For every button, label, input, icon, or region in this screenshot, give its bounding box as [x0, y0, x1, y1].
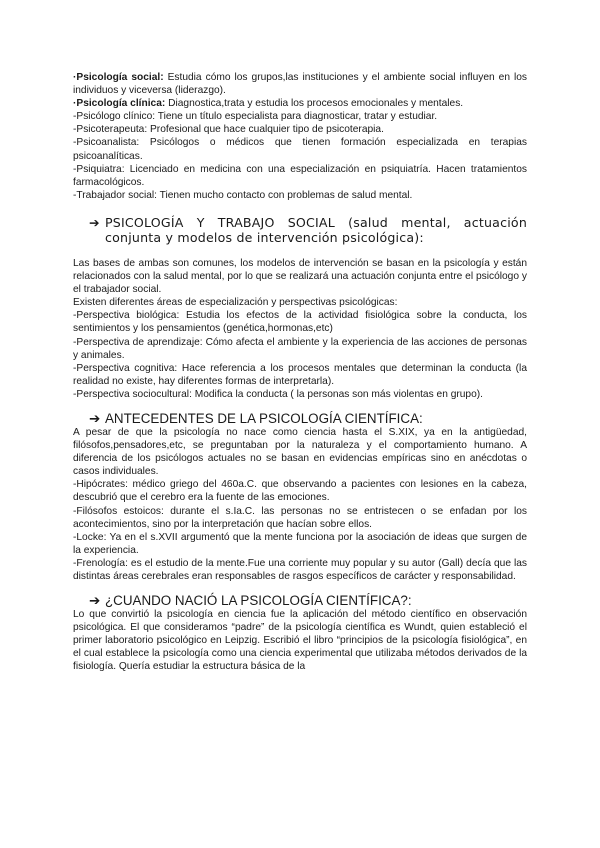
arrow-right-icon: ➔	[89, 214, 100, 230]
paragraph: Lo que convirtió la psicología en ciencia fue la aplicación del método científico en observación psicológica. El que consideramos “padre” de la psicología científica es Wundt, quien estableció el primer laboratorio psicológico en Leipzig. Escribió el libro “principios de la psicología fisiológica”, en el cual establece la psicología como una ciencia experimental que utilizaba métodos derivados de la fisiología. Quería estudiar la estructura básica de la	[73, 609, 527, 673]
sociocultural-perspective-item: -Perspectiva sociocultural: Modifica la conducta ( la personas son más violentas en grupo).	[73, 388, 483, 400]
clinical-psychology-text: Diagnostica,trata y estudia los procesos emocionales y mentales.	[165, 98, 464, 110]
psychiatrist-item: -Psiquiatra: Licenciado en medicina con una especialización en psiquiatría. Hacen tratamientos farmacológicos.	[73, 163, 527, 188]
stoic-philosophers-item: -Filósofos estoicos: durante el s.Ia.C. las personas no se entristecen o se enfadan por los acontecimientos, sino por la interpretación que hacían sobre ellos.	[73, 505, 527, 530]
section-heading-text: ¿CUANDO NACIÓ LA PSICOLOGÍA CIENTÍFICA?:	[105, 593, 412, 609]
section-heading-text: ANTECEDENTES DE LA PSICOLOGÍA CIENTÍFICA:	[105, 410, 423, 426]
learning-perspective-item: -Perspectiva de aprendizaje: Cómo afecta el ambiente y la experiencia de las acciones de personas y animales.	[73, 336, 527, 361]
section-heading	[73, 411, 527, 426]
clinical-psychology-label: ·Psicología clínica:	[73, 98, 166, 110]
arrow-right-icon: ➔	[89, 410, 101, 426]
social-psychology-text: Estudia cómo los grupos,las instituciones y el ambiente social influyen en los individuos y viceversa (liderazgo).	[73, 72, 528, 97]
paragraph: Existen diferentes áreas de especialización y perspectivas psicológicas:	[73, 297, 398, 309]
document-page	[73, 71, 527, 674]
hippocrates-item: -Hipócrates: médico griego del 460a.C. que observando a pacientes con lesiones en la cabeza, descubrió que el cerebro era la fuente de las emociones.	[73, 479, 527, 504]
psychotherapist-item: -Psicoterapeuta: Profesional que hace cualquier tipo de psicoterapia.	[73, 124, 384, 136]
clinical-psychology-item	[73, 97, 527, 110]
locke-item: -Locke: Ya en el s.XVII argumentó que la mente funciona por la asociación de ideas que surgen de la experiencia.	[73, 531, 527, 556]
section-antecedents	[73, 411, 527, 583]
clinical-psychologist-item: -Psicólogo clínico: Tiene un título especialista para diagnosticar, tratar y estudiar.	[73, 111, 438, 123]
biological-perspective-item: -Perspectiva biológica: Estudia los efectos de la actividad fisiológica sobre la conducta, los sentimientos y los pensamientos (genética,hormonas,etc)	[73, 310, 527, 335]
psychoanalyst-item: -Psicoanalista: Psicólogos o médicos que tienen formación especializada en terapias psicoanalíticas.	[73, 137, 527, 162]
section-birth-scientific-psychology	[73, 593, 527, 673]
section-heading-text: PSICOLOGÍA Y TRABAJO SOCIAL (salud mental, actuación conjunta y modelos de intervención psicológica):	[105, 214, 527, 245]
phrenology-item: -Frenología: es el estudio de la mente.Fue una corriente muy popular y su autor (Gall) decía que las distintas áreas cerebrales eran responsables de rasgos específicos de carácter y responsabilidad.	[73, 557, 527, 582]
arrow-right-icon: ➔	[89, 593, 101, 609]
intro-block	[73, 71, 527, 202]
paragraph: A pesar de que la psicología no nace como ciencia hasta el S.XIX, ya en la antigüedad, filósofos,pensadores,etc, se preguntaban por la naturaleza y el comportamiento humano. A diferencia de los psicólogos actuales no se basan en evidencias empíricas sino en anécdotas o casos individuales.	[73, 426, 527, 478]
social-psychology-item	[73, 71, 527, 97]
paragraph: Las bases de ambas son comunes, los modelos de intervención se basan en la psicología y están relacionados con la salud mental, por lo que se realizará una actuación conjunta entre el psicólogo y el trabajador social.	[73, 257, 527, 296]
section-psychology-social-work	[73, 215, 527, 401]
cognitive-perspective-item: -Perspectiva cognitiva: Hace referencia a los procesos mentales que determinan la conducta (la realidad no existe, hay diferentes formas de interpretarla).	[73, 362, 527, 387]
social-worker-item: -Trabajador social: Tienen mucho contacto con problemas de salud mental.	[73, 189, 413, 201]
social-psychology-label: ·Psicología social:	[73, 72, 164, 83]
section-heading	[73, 215, 527, 245]
section-heading	[73, 593, 527, 608]
